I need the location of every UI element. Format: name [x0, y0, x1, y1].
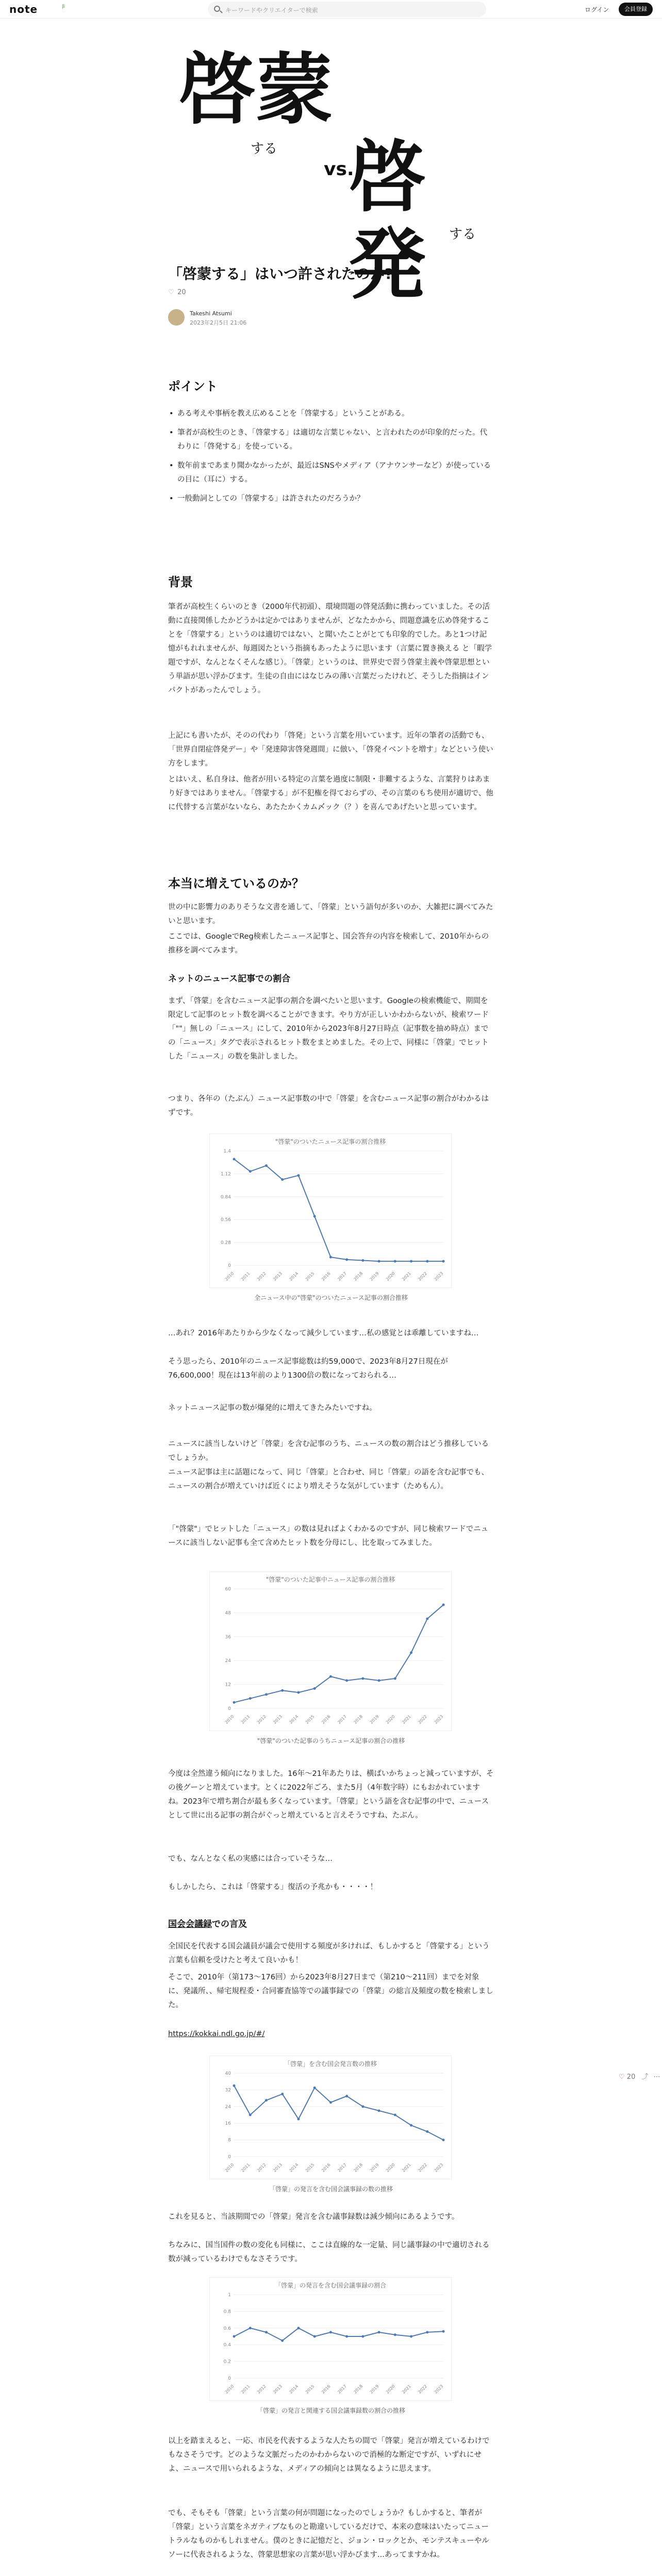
paragraph: でも、なんとなく私の実感には合っていそうな… [168, 1855, 333, 1863]
x-tick-label: 2014 [288, 2162, 300, 2173]
x-tick-label: 2022 [417, 1714, 428, 1725]
paragraph: 筆者が高校生くらいのとき（2000年代初頭）、環境問題の啓発活動に携わっていました。その活動に直接関係したかどうかは定かではありませんが、どなたかから、問題意識を広め啓発することを「啓蒙する」というのは適切ではない、と聞いたことがとても印象的でした。あと1つけ記憶がもれれませんが、毎週図たという指摘もあったように思います（言葉に置き換える と「暇学題ですが、なんとなくそんな感じ）。「啓蒙」というのは、世界史で習う啓蒙主義や啓蒙思想という単語が思い浮かびます。生徒の自由にはなじみの薄い言葉だったけれど、そうした指摘はインパクトがあったんでしょう。 [168, 603, 492, 694]
search-placeholder: キーワードやクリエイターで検索 [225, 7, 318, 14]
data-point [249, 1697, 252, 1700]
x-tick-label: 2023 [433, 1271, 444, 1282]
x-tick-label: 2019 [369, 1714, 380, 1725]
section-heading-points: ポイント [168, 379, 218, 394]
avatar[interactable] [168, 309, 185, 326]
data-point [329, 1256, 332, 1259]
x-tick-label: 2017 [337, 2162, 348, 2173]
data-point [410, 1260, 412, 1263]
x-tick-label: 2021 [401, 1271, 412, 1282]
x-tick-label: 2011 [240, 2162, 251, 2173]
data-point [394, 2333, 396, 2336]
hero-vs: vs. [324, 159, 354, 180]
data-point [378, 2331, 380, 2333]
y-tick-label: 32 [225, 2088, 231, 2093]
data-point [313, 2087, 316, 2089]
x-tick-label: 2017 [337, 1714, 348, 1725]
x-tick-label: 2014 [288, 1271, 300, 1282]
list-item: • 数年前まであまり聞かなかったが、最近はSNSやメディア（アナウンサーなど）が使っているの目に（耳に）する。 [168, 459, 494, 487]
x-tick-label: 2023 [433, 1714, 444, 1725]
like-row [168, 289, 186, 296]
x-tick-label: 2015 [304, 2384, 316, 2395]
x-tick-label: 2018 [353, 2384, 364, 2395]
data-point [329, 2331, 332, 2333]
paragraph: ここでは、GoogleでReg検索したニュース記事と、国会答弁の内容を検索して、2010年からの推移を調べてみます。 [168, 933, 489, 955]
chart-title: "啓蒙"のついた記事中ニュース記事の割合推移 [266, 1576, 395, 1583]
data-point [442, 1260, 445, 1263]
x-tick-label: 2016 [321, 2162, 332, 2173]
data-point [410, 2124, 412, 2127]
chart-svg [209, 1133, 452, 1288]
y-tick-label: 1.4 [223, 1149, 231, 1154]
paragraph: …あれ？2016年あたりから少なくなって減少しています…私の感覚とは乖離していますね… [168, 1329, 479, 1337]
chart-svg [209, 2277, 452, 2401]
y-tick-label: 12 [225, 1682, 231, 1688]
heart-icon[interactable]: ♡ [168, 289, 174, 296]
data-point [249, 1170, 252, 1173]
paragraph: つまり、各年の（たぶん）ニュース記事数の中で「啓蒙」を含むニュース記事の割合がわかるはずです。 [168, 1095, 489, 1117]
y-tick-label: 0.28 [220, 1240, 231, 1246]
x-tick-label: 2012 [256, 1271, 267, 1282]
chart-caption: 全ニュース中の"啓蒙"のついたニュース記事の割合推移 [254, 1294, 408, 1301]
x-tick-label: 2015 [304, 1271, 316, 1282]
x-tick-label: 2011 [240, 2384, 251, 2395]
data-point [361, 2105, 364, 2108]
chart-title: "啓蒙"のついたニュース記事の割合推移 [275, 1138, 386, 1145]
x-tick-label: 2017 [337, 2384, 348, 2395]
data-point [345, 1679, 348, 1682]
chart-diet-count [209, 2056, 452, 2179]
kokkai-link[interactable]: https://kokkai.ndl.go.jp/#/ [168, 2030, 265, 2038]
paragraph: でも、そもそも「啓蒙」という言葉の何が問題になったのでしょうか？もしかすると、筆者が「啓蒙」という言葉をネガティブなものと勘違いしているだけで、本来の意味はいたってニュートラルなものかもしれません。僕のときに記憶だと、ジョン・ロックとか、モンテスキューやルソーに代表されるような、啓蒙思想家の言葉が思い浮かびます...あってますかね。 [168, 2509, 489, 2559]
x-tick-label: 2021 [401, 1714, 412, 1725]
y-tick-label: 40 [225, 2071, 231, 2076]
chart-news-ratio [209, 1133, 452, 1288]
y-tick-label: 0.4 [223, 2343, 231, 2348]
paragraph: もしかしたら、これは「啓蒙する」復活の予兆かも・・・・！ [168, 1883, 377, 1891]
y-tick-label: 0 [228, 2155, 231, 2160]
data-point [410, 1651, 412, 1654]
data-point [394, 1677, 396, 1680]
chart-caption: "啓蒙"のついた記事のうちニュース記事の割合の推移 [257, 1737, 405, 1744]
data-point [297, 2118, 300, 2121]
y-tick-label: 0.84 [220, 1194, 231, 1200]
list-item: • 一般動詞としての「啓蒙する」は許されたのだろうか？ [168, 492, 494, 506]
data-point [361, 1677, 364, 1680]
data-point [297, 1174, 300, 1177]
paragraph: 上記にも書いたが、そのの代わり「啓発」という言葉を用いています。近年の筆者の活動でも、「世界自閉症啓発デー」や「発達障害啓発週間」に倣い、「啓発イベントを増す」などという使い方をします。 [168, 732, 493, 768]
chart-news-share [209, 1571, 452, 1731]
chart-frame [209, 2056, 452, 2179]
paragraph: 全国民を代表する国会議員が議会で使用する頻度が多ければ、もしかすると「啓蒙する」という言葉も信頼を受けたと考えて良いかも！ [168, 1942, 490, 1964]
x-tick-label: 2011 [240, 1714, 251, 1725]
chart-frame [209, 1133, 452, 1288]
y-tick-label: 24 [225, 2104, 231, 2110]
chart-svg [209, 2056, 452, 2179]
hero-suru-2: する [449, 227, 476, 242]
chart-frame [209, 2277, 452, 2401]
x-tick-label: 2017 [337, 1271, 348, 1282]
paragraph: まず、「啓蒙」を含むニュース記事の割合を調べたいと思います。Googleの検索機能で、期間を限定して記事のヒット数を調べることができます。やり方が正しいかわからないが、検索ワード「""」無しの「ニュース」にして、2010年から2023年8月27日時点（記事数を抽め時点）までの「ニュース」タグで表示されるヒット数をまとめました。その上で、同様に「啓蒙」でヒットした「ニュース」の数を集計しました。 [168, 997, 489, 1061]
x-tick-label: 2022 [417, 2384, 428, 2395]
chart-caption: 「啓蒙」の発言と関連する国会議事録数の割合の推移 [256, 2407, 405, 2414]
data-point [249, 2114, 252, 2116]
more-icon[interactable]: ⋯ [653, 2073, 660, 2081]
paragraph: 世の中に影響力のありそうな文書を通して、「啓蒙」という語句が多いのか、大雑把に調べてみたいと思います。 [168, 903, 493, 925]
y-tick-label: 16 [225, 2121, 231, 2127]
data-point [265, 2331, 268, 2333]
x-tick-label: 2019 [369, 1271, 380, 1282]
x-tick-label: 2012 [256, 2162, 267, 2173]
y-tick-label: 48 [225, 1611, 231, 1616]
y-tick-label: 0 [228, 1263, 231, 1268]
hero-suru-1: する [251, 141, 278, 157]
x-tick-label: 2018 [353, 1271, 364, 1282]
data-point [281, 2340, 284, 2342]
x-tick-label: 2021 [401, 2384, 412, 2395]
x-tick-label: 2012 [256, 2384, 267, 2395]
data-point [233, 1701, 236, 1704]
hero-kanji-keihatsu: 啓発 [349, 133, 426, 310]
paragraph: ネットニュース記事の数が爆発的に増えてきたみたいですね。 [168, 1404, 377, 1412]
x-tick-label: 2021 [401, 2162, 412, 2173]
data-point [313, 1215, 316, 1217]
data-point [394, 2114, 396, 2116]
data-point [378, 2109, 380, 2112]
x-tick-label: 2016 [321, 1714, 332, 1725]
data-point [329, 1675, 332, 1678]
author-block[interactable] [168, 309, 374, 330]
data-point [345, 1258, 348, 1261]
data-point [394, 1260, 396, 1263]
y-tick-label: 1.12 [220, 1172, 231, 1177]
chart-title: 「啓蒙」の発言を含む国会議事録の割合 [274, 2282, 387, 2289]
login-link[interactable]: ログイン [585, 6, 609, 13]
x-tick-label: 2019 [369, 2162, 380, 2173]
paragraph: ニュースに該当しないけど「啓蒙」を含む記事のうち、ニュースの数の割合はどう推移しているでしょうか。 [168, 1440, 489, 1462]
paragraph: そこで、2010年（第173〜176回）から2023年8月27日まで（第210〜211回）までを対象に、発議所、、帰宅規程委・合同審査協等での議事録での「啓蒙」の総言及頻度の数を検索しました。 [168, 1973, 493, 2009]
data-point [426, 1618, 428, 1620]
data-point [249, 2327, 252, 2329]
data-point [265, 2099, 268, 2102]
x-tick-label: 2013 [272, 1714, 284, 1725]
data-point [410, 2335, 412, 2338]
diet-record-link[interactable]: 国会会議録 [168, 1919, 212, 1929]
data-point [297, 2327, 300, 2329]
x-tick-label: 2018 [353, 1714, 364, 1725]
y-tick-label: 0 [228, 2376, 231, 2381]
data-point [378, 1679, 380, 1682]
chart-frame [209, 1571, 452, 1731]
chart-diet-ratio [209, 2277, 452, 2401]
paragraph: 「"啓蒙"」でヒットした「ニュース」の数は見ればよくわかるのですが、同じ検索ワードでニュースに該当しない記事も全て含めたヒット数を分母にし、比を取ってみました。 [168, 1525, 489, 1547]
paragraph: ちなみに、国当国件の数の変化も同様に、ここは直線的な一定量、同じ議事録の中で適切される数が減っているわけでもなさそうです。 [168, 2241, 490, 2263]
data-point [281, 2093, 284, 2095]
y-tick-label: 1 [228, 2293, 231, 2298]
data-point [329, 2101, 332, 2104]
x-tick-label: 2010 [224, 2162, 235, 2173]
data-point [265, 1693, 268, 1696]
x-tick-label: 2015 [304, 1714, 316, 1725]
x-tick-label: 2013 [272, 2384, 284, 2395]
data-point [426, 2331, 428, 2333]
y-tick-label: 0.56 [220, 1217, 231, 1223]
data-point [378, 1260, 380, 1263]
x-tick-label: 2022 [417, 1271, 428, 1282]
author-name[interactable]: Takeshi Atsumi [190, 310, 232, 317]
note-logo[interactable]: note [9, 3, 38, 15]
data-point [442, 1603, 445, 1606]
x-tick-label: 2020 [385, 1271, 396, 1282]
x-tick-label: 2014 [288, 1714, 300, 1725]
chart-svg [209, 1571, 452, 1731]
x-tick-label: 2010 [224, 2384, 235, 2395]
x-tick-label: 2013 [272, 1271, 284, 1282]
x-tick-label: 2016 [321, 2384, 332, 2395]
x-tick-label: 2019 [369, 2384, 380, 2395]
y-tick-label: 0.8 [223, 2309, 231, 2315]
paragraph: 今度は全然違う傾向になりました。16年〜21年あたりは、横ばいかちょっと減っていますが、その後グーンと増えています。とくに2022年ごろ、また5月（4年数字時）にもおかれていますね。2023年で増ち割合が最も多くなっています。「啓蒙」という語を含む記事の中で、ニュースとして世に出る記事の割合がぐっと増えていると言えそうですね、たぶん。 [168, 1770, 494, 1820]
x-tick-label: 2023 [433, 2162, 444, 2173]
data-point [313, 2335, 316, 2338]
x-tick-label: 2018 [353, 2162, 364, 2173]
data-point [233, 2084, 236, 2087]
x-tick-label: 2014 [288, 2384, 300, 2395]
data-point [313, 1687, 316, 1690]
points-list [168, 407, 494, 511]
y-tick-label: 0.2 [223, 2359, 231, 2365]
data-point [442, 2139, 445, 2141]
publish-date: 2023年2月5日 21:06 [190, 319, 247, 326]
data-point [281, 1689, 284, 1692]
list-item: • 筆者が高校生のとき、「啓蒙する」は適切な言葉じゃない、と言われたのが印象的だった。代わりに「啓発する」を使っている。 [168, 426, 494, 454]
like-count: 20 [177, 289, 186, 296]
data-point [361, 2335, 364, 2338]
heart-icon[interactable]: ♡ [619, 2073, 625, 2081]
x-tick-label: 2012 [256, 1714, 267, 1725]
data-point [442, 2330, 445, 2333]
x-tick-label: 2016 [321, 1271, 332, 1282]
data-point [233, 1158, 236, 1160]
x-tick-label: 2011 [240, 1271, 251, 1282]
y-tick-label: 8 [228, 2138, 231, 2143]
top-bar [0, 0, 662, 19]
x-tick-label: 2020 [385, 2384, 396, 2395]
x-tick-label: 2010 [224, 1271, 235, 1282]
data-point [233, 2335, 236, 2338]
heading-suffix: での言及 [212, 1919, 247, 1929]
search-icon [214, 6, 220, 12]
paragraph: ニュース記事は主に話題になって、同じ「啓蒙」と合わせ、同じ「啓蒙」の語を含む記事でも、ニュースの割合が増えていけば近くにより増えそうな気がしています（ためもん）。 [168, 1468, 489, 1490]
section-heading-increase: 本当に増えているのか？ [168, 876, 304, 891]
data-point [361, 1259, 364, 1262]
list-item: • ある考えや事柄を教え広めることを「啓蒙する」ということがある。 [168, 407, 494, 421]
paragraph: そう思ったら、2010年のニュース記事総数は約59,000で、2023年8月27日現在が76,600,000！現在は13年前のより1300倍の数になっておられる… [168, 1358, 448, 1380]
x-tick-label: 2015 [304, 2162, 316, 2173]
search-bar[interactable] [208, 2, 486, 17]
subsection-heading-diet [168, 1917, 247, 1929]
article-title: 「啓蒙する」はいつ許されたのか? [168, 265, 393, 282]
x-tick-label: 2020 [385, 1714, 396, 1725]
x-tick-label: 2022 [417, 2162, 428, 2173]
data-point [426, 1260, 428, 1263]
paragraph: 以上を踏まえると、一応、市民を代表するような人たちの間で「啓蒙」発言が増えているわけでもなさそうです。どのような文脈だったのかわからないので消極的な断定ですが、いずれにせよ、ニュースで用いられるような、メディアの傾向とは異なるように思えます。 [168, 2437, 490, 2473]
y-tick-label: 36 [225, 1634, 231, 1640]
paragraph: これを見ると、当該期間での「啓蒙」発言を含む議事録数は減少傾向にあるようです。 [168, 2213, 459, 2221]
floating-like-count: 20 [626, 2073, 636, 2081]
y-tick-label: 24 [225, 1658, 231, 1664]
x-tick-label: 2023 [433, 2384, 444, 2395]
section-heading-background: 背景 [168, 575, 193, 589]
y-tick-label: 0.6 [223, 2326, 231, 2331]
subsection-heading-news: ネットのニュース記事での割合 [168, 974, 291, 984]
floating-like[interactable] [619, 2071, 660, 2081]
data-point [297, 1691, 300, 1694]
x-tick-label: 2020 [385, 2162, 396, 2173]
logo-badge: β [62, 4, 65, 9]
x-tick-label: 2010 [224, 1714, 235, 1725]
data-point [345, 2335, 348, 2338]
data-point [345, 2095, 348, 2097]
signup-button[interactable]: 会員登録 [619, 3, 653, 16]
data-point [426, 2130, 428, 2133]
share-icon[interactable]: ⤴ [641, 2073, 649, 2081]
data-point [281, 1178, 284, 1181]
chart-title: 「啓蒙」を含む国会発言数の推移 [284, 2060, 377, 2067]
y-tick-label: 0 [228, 1706, 231, 1711]
data-point [265, 1164, 268, 1167]
chart-caption: 「啓蒙」の発言を含む国会議事録の数の推移 [269, 2185, 393, 2193]
paragraph: とはいえ、私自身は、他者が用いる特定の言葉を過度に制限・非難するような、言葉狩りはあまり好きではありません。「啓蒙する」が不犯権を得ておらずの、その言葉のもち使用が適切で、他に代替する言葉がないなら、あたたかくカム〆ック（？）を喜んであげたいと思っています。 [168, 775, 493, 811]
y-tick-label: 60 [225, 1587, 231, 1592]
hero-kanji-keimou: 啓蒙 [178, 45, 334, 135]
x-tick-label: 2013 [272, 2162, 284, 2173]
